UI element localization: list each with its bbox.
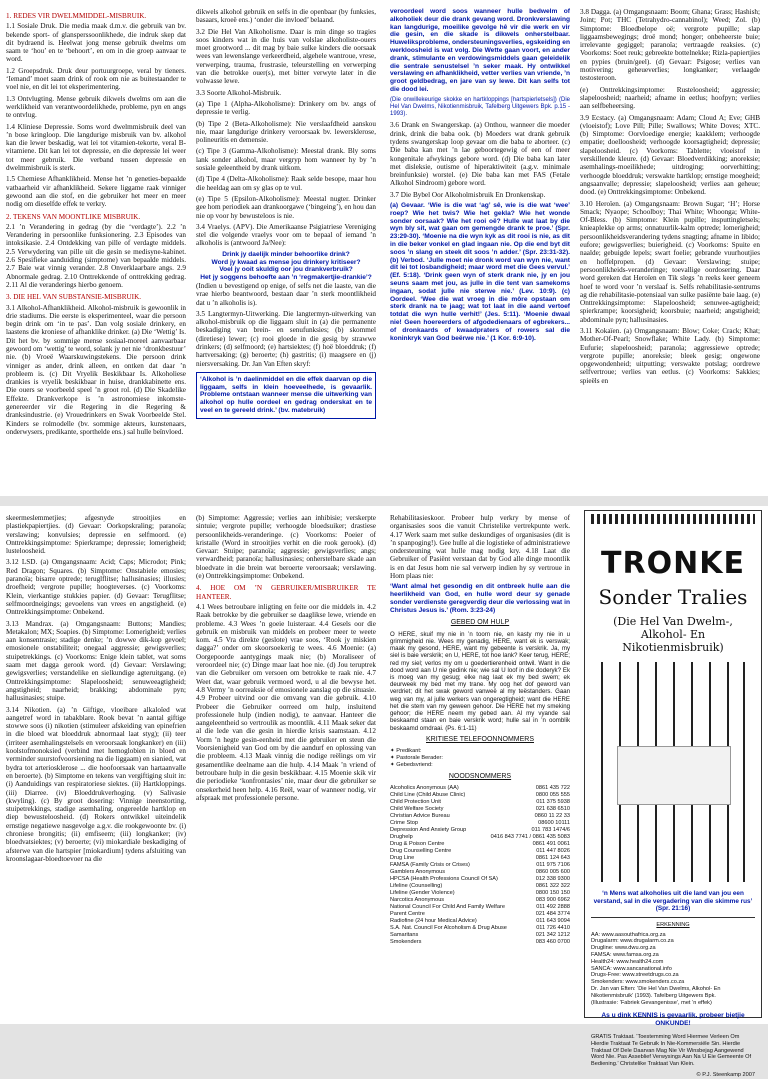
phone-row: [390, 911, 570, 918]
cover-subtitle: Sonder Tralies: [598, 585, 748, 609]
phone-label: FAMSA (Family Crisis or Crises): [390, 862, 470, 869]
phone-label: Christian Advice Bureau: [390, 813, 450, 820]
phone-label: Lifeline (Counselling): [390, 883, 443, 890]
phone-number: 011 726 4410: [536, 925, 570, 932]
section-heading: 1. REDES VIR DWELMMIDDEL-MISBRUIK.: [6, 12, 147, 20]
body-paragraph: 3.10 Heroïen. (a) Omgangsnaam: Brown Sugar; ‘H’; Horse Smack; Nyaope; Schoolboy; Thai White; Whoonga; White-Of-Bless. (b) Simptome: Klein pupille; insputtingletsels; knieaplekke op arms; onnatuurlik-kalm optrede; lomerigheid; persoonlikheidsverandering tydens snagting; afname in libido; eufore; gewigsverlies; buierigheid. (c) Voorkoms: Spuite en naalde; gebuigde lepels; swart foelie; gebrande vuurhoutjies en hoffelpropen. (d) Gevaar: Verslawing; stuipe; persoonlikheids-veranderinge; toevallige oordosering. Daar word gereken dat Heroïen en Tik slegs ’n reeks keer geneem hoef te word voor ’n verslaaf is. Selfs rehabilitasie-sentrums ag die rehabilitasie-potensiaal van sulke pasiënte baie laag. (e) Onttrekkingsimptome: Slapeloosheid; senuwee-agtigheid; spierkrampe; koorsigheid; koorsbuie; naarheid; angstigheid; abdominale pyn; hallusinasies.: [580, 199, 760, 324]
phone-label: Crime Stop: [390, 820, 418, 827]
phone-row: [390, 755, 570, 762]
scripture-quote: veroordeel word soos wanneer hulle bedwelm of alkoholiek deur die drank gevang word. Dronkverslawing kan langdurige, moeilike gevolge hê vir die werk en vir die gesin, en die skade is dikwels onherstelbaar. Huweliksprobleme, ondersteuningsverlies, egskeiding en werkloosheid is wat volg. Die Wette gaan voort, en ander drank, stimulante en verdowingsmiddels gaan geleidelik die sentrale senustelsel ’n seker maak. Hy ontwikkel verslawing en afhanklikheid, vetter verlies van vriende, ’n groot geldbedrag, en jare van sy lewe. Dit kan selfs tot die dood lei.: [390, 8, 570, 93]
phone-row: [390, 876, 570, 883]
erkenning-title: ERKENNING: [656, 921, 690, 928]
phone-label: Drug Line: [390, 855, 415, 862]
phone-row: [390, 799, 570, 806]
questionnaire-list: [196, 251, 376, 282]
source-note: (Die onwillekeurige skokke en hartkloppings [hartspierletsels]) (Die Hel Van Dwelms, Nikotienmisbruik, Tafelberg Uitgewers Bpk. p.15 - 1993).: [390, 96, 570, 118]
phone-row: [390, 862, 570, 869]
section-heading: 2. TEKENS VAN MOONTLIKE MISBRUIK.: [6, 212, 141, 221]
phone-number: 011 783 1474/6: [531, 827, 570, 834]
phone-number: 011 492 2888: [536, 904, 570, 911]
phone-row: [390, 827, 570, 834]
body-paragraph: 1.2 Groepsdruk. Druk deur portuurgroepe, veral by tieners. ‘Iemand’ moet saam drink of rook om nie as buitestaander te voel nie, en dit lei tot eksperimentering.: [6, 66, 186, 92]
panel-2-column-left: [390, 8, 570, 490]
prison-plate: [617, 746, 731, 805]
body-paragraph: 3.6 Drank en Swangerskap. (a) Onthou, wanneer die moeder drink, drink die baba ook. (b) Moeders wat drank gebruik tydens swangerskap loop gevaar om die baba te aborteer. (c) Die baba kan met ’n lae geboortegewig of een of meer kongenitale afwykings gebore word. (d) Die baba kan later met disleksie, outisme of hiperaktiwiteit (a.g.v. minimale breinfunksie) worstel. (e) Die baba kan met FAS (Fetale Alkohol Sindroom) gebore word.: [390, 121, 570, 188]
body-paragraph: 3.11 Kokaïen. (a) Omgangsnaam: Blow; Coke; Crack; Khat; Mother-Of-Pearl; Snowflake; White Lady. (b) Simptome: Eufurie; slapeloosheid; paranoïa; aggressiewe optrede; vergrote pupille; anoreksie; bleek gesig; ongewone opgewondenheid; uitputting; verswakte potslag; oordrewe selfvertroue; verlies van eetlus. (c) Voorkoms: Sakkies; spieëls en: [580, 326, 760, 385]
phone-row: [390, 762, 570, 769]
phone-row: [390, 748, 570, 755]
phone-row: [390, 841, 570, 848]
phone-label: Child Line (Child Abuse Clinic): [390, 792, 466, 799]
scripture-quote: (a) Gevaar. ‘Wie is die wat ‘ag’ sê, wie is die wat ‘wee’ roep? Wie het twis? Wie het gekla? Wie het wonde sonder oorsaak? Wie het rooi oë? Hulle wat laat by die wyn bly sit, wat gaan om gemengde drank te proe.’ (Spr. 23:29-30). ‘Moenie na die wyn kyk as dit rooi is nie, as dit in die beker vonkel en glad ingaan nie. Op die end byt dit soos ’n slang en steek dit soos ’n adder.’ (Spr. 23:31-32). (b) Verbod. ‘Julle moet nie dronk word van wyn nie, want dit lei tot losbandigheid; maar word met die Gees vervul.’ (Ef. 5:18). ‘Drink geen wyn of sterk drank nie, jy en jou seuns saam met jou, as julle in die tent van samekoms ingaan, sodat julle nie sterwe nie.’ (Lev. 10:9). (c) Oordeel. ‘Wee die wat vroeg in die môre opstaan om sterk drank na te jaag; wat tot laat in die aand vertoef totdat die wyn hulle verhit!’ (Jes. 5:11). ‘Moenie dwaal nie! Geen hoereerders of afgodedienaars of egbrekers... of dronkaards of kwaadpraters of rowers sal die koninkryk van God beërwe nie.’ (1 Kor. 6:9-10).: [390, 202, 570, 342]
body-paragraph: (b) Simptome: Aggressie; verlies aan inhibisie; verskerpte sintuie; vergrote pupille; verhoogde bloedsuiker; drastiese persoonlikheids-veranderinge. (c) Voorkoms: Poeier of kristalle (Word in strooitjies verhit en die rook gerook). (d) Gevaar: Stuipe; paranoïa; aggressie; gewigsverlies; angs; verwardheid; paranoïa; hallusinasies; onherstelbare skade aan bloedvate in die brein wat beroerte veroorsaak; verslawing. (e) Onttrekkingsimptome: Onbekend.: [196, 514, 376, 581]
phone-number: 0800 055 555: [535, 792, 570, 799]
phone-row: [390, 883, 570, 890]
panel-4-column-left: [390, 514, 570, 1018]
tract-cover: [584, 510, 762, 1078]
quote-box: ‘Alkohol is ’n daelinmiddel en die effek daarvan op die liggaam, selfs in klein hoeveelhede, is gevaarlik. Probleme ontstaan wanneer mense die uitwerking van alkohol op hulle oordeel en gedrag onderskat en te veel en te gereeld drink.’ (bv. matebruik): [196, 372, 376, 419]
phone-label: Alcoholics Anonymous (AA): [390, 785, 459, 792]
questionnaire-item: Drink jy daelijk minder behoorlike drink?: [222, 250, 350, 258]
body-paragraph: 4.1 Wees betroubare inligting en feite oor die middels in. 4.2 Raak betrokke by die gebruiker se daaglikse lewe, vriende en probleme. 4.3 Wees ’n goeie luisteraar. 4.4 Gesels oor die gebruik en misbruik van middels en probeer meer te weete kom. 4.5 Vra direkte (geslote) vrae soos, ‘Rook jy miskien dagga?’ onder om skoorsoekerig te wees. 4.6 Moenie: (a) Oorgepoorde aantygings maak nie; (b) Moraliseer of veroordeel nie; (c) Dinge maar laat hoe nie. (d) Jou teruptrek van die Gebruiker om versoen om betrokke te raak nie. 4.7 Weet dat, waar gebruik vermoed word, u al die bewyse het. 4.8 Vermy ’n oorreaksie of emosionele aanslag op die situasie. 4.9 Probeer uitvind oor die omvang van die gebruik. 4.10 Probeer die Gebruiker oorreed om hulp, insluitend professionele hulp (indien nodig), te aanvaar. Hanteer die aangeleentheid so vertroulik as moontlik. 4.11 Maak seker dat al die lede van die gesin in hierdie krisis saamstaan. 4.12 Vorm ’n hegte gesin-eenheid met die gebruiker en steun die Voorsienigheid van God om by die aandurf en oplossing van die probleem. 4.13 Maak vinnig die nodige reëlings om vir gesamentlike deelname aan die hulp. 4.14 Maak ’n vriend of betroubare hulp in die gesin beskikbaar. 4.15 Moenie skik vir die periodieke ‘konfrontasies’ nie, maar deur die gebruiker se onsekerheid heen help. 4.16 Reël, waar of wanneer nodig, vir afspraak met professionele persone.: [196, 602, 376, 802]
body-paragraph: (Indien u bevestigend op enige, of selfs net die laaste, van die vrae hierbo beantwoord, bestaan daar ’n sterk moontlikheid dat u ’n alkoholis is).: [196, 281, 376, 307]
body-paragraph: 1.1 Sosiale Druk. Die media maak d.m.v. die gebruik van bv. bekende sport- of glansperssoonlikhede, die indruk skep dat dit bydraend is. Heelwat jong mense gebruik dwelms om saam te ‘hou’ en te ‘behoort’, en om in die groep aanvaar te word.: [6, 22, 186, 64]
phone-number: 021 484 3774: [535, 911, 570, 918]
phone-label: ✦ Pastorale Berader:: [390, 755, 443, 761]
phone-number: 0860 11 22 33: [534, 813, 570, 820]
phone-label: National Council For Child And Family Welfare: [390, 904, 505, 911]
phone-row: [390, 785, 570, 792]
sub-heading: KRITIESE TELEFOONNOMMERS: [426, 735, 534, 743]
cover-verse: ‘n Mens wat alkoholies uit die land van jou een verstand, sal in die vergadering van die skimme rus’ (Spr. 21:16): [593, 890, 753, 913]
phone-number: 08600 10111: [538, 820, 570, 827]
phone-number: 011 447 8026: [536, 848, 570, 855]
phone-number: 0800 150 150: [535, 890, 570, 897]
cover-sub-subtitle: (Die Hel Van Dwelm-, Alkohol- En Nikotienmisbruik): [613, 615, 733, 654]
body-paragraph: (a) Tipe 1 (Alpha-Alkoholisme): Drinkery om bv. angs of depressie te verlig.: [196, 99, 376, 117]
phone-number: 0861 124 643: [535, 855, 570, 862]
scripture-quote: ‘Want almal het gesondig en dit ontbreek hulle aan die heerlikheid van God, en hulle word deur sy genade sonder verdienste geregverdig deur die verlossing wat in Christus Jesus is.’ (Rom. 3:23-24): [390, 583, 570, 614]
body-paragraph: 2.1 ’n Verandering in gedrag (by die ‘verdagte’). 2.2 ’n Verandering in persoonlike funksionering. 2.3 Episodes van intoksikasie. 2.4 Ontdekking van pille of verdagte middels. 2.5 Verwydering van pille uit die gesin se medisyne-kabinet. 2.6 Spesifieke aanduiding (simptome) van bepaalde middels. 2.7 Baie wat vinnig verander. 2.8 Onverklaarbare angs. 2.9 Abnormale gedrag. 2.10 Onttrekkende of onttrekking gedrag. 2.11 Al die veranderings hierbo genoem.: [6, 222, 186, 289]
phone-row: [390, 869, 570, 876]
phone-number: 0416 843 7741 / 0861 435 5083: [490, 834, 570, 841]
phone-row: [390, 813, 570, 820]
phone-label: Drug & Poison Centre: [390, 841, 445, 848]
panel-3-column-left: [6, 514, 186, 1018]
erkenning-text: AA: www.aasouthafrica.org.za Drugalarm: www.drugalarm.co.za Drugline: www.dwu.org.za FAMSA: www.famsa.org.za Health24: www.health24.com SANCA: www.sancanational.info Drugs-Free: www.streetdrugs.co.za Smokenders: www.smokenders.co.za Dr. Jan van Eften: ‘Die Hel Van Dwelms, Alkohol- En Nikotienmisbruik’ (1993). Tafelberg Uitgewers Bpk. (Illustrasie: ‘Fabriek Gevangenisse’, met ‘n effek): [591, 931, 721, 1006]
body-paragraph: 3.13 Mandrax. (a) Omgangsnaam: Buttons; Mandies; Metakalon; MX; Soapies. (b) Simptome: Lomerigheid; verlies aan konsentrasie; stadige denke; ’n dowwe dik-kop gevoel; emosionele onstabiliteit; onegaal aggressie; gewigsverlies; stuipetrekkings. (c) Voorkoms: Enige klein tablet, wat soms saam met dagga gerook word. (d) Gevaar: Verslawing; gewigsverlies; verstandelike en sielkundige agteruitgang. (e) Onttrekkingsimptome: Slapeloosheid; senuweeagtigheid; angstigheid; naarheid; brakking; abdominale pyn; hallusinasies; stuipe.: [6, 619, 186, 703]
body-paragraph: 3.1 Alkohol-Afhanklikheid. Alkohol-misbruik is gewoonlik in drie stadiums. Die eerste is eksperimenteel, waar die persoon begin drink om ‘in te pas’. Dan volg sosiale drinkery, en laastens die kroniese of afhanklike drinker. (a) Die ‘Wettig’ Is. Dit het bv. by sommige mense sosiaal-moreel aanvaarbaar gewoord om ‘wettig’ te word, solank jy net nie ‘dronkbestuur’ nie. (b) Vroeë Waarskuwingstekens. Die persoon drink vinniger as ander, drink alleen, en ontken dat daar ’n probleem is. (c) Dit Vryelik Beskikbaar Is. Alkoholiese drankies is vryelik beskikbaar in huise, drankkabinette ens. Die ouers se voorbeeld speel ’n groot rol. (d) Die Skadelike Effekte. Drankverkope is ’n astronomiese inkomste-genereerder vir die Regering in die Regering & dranksindustrie. (e) Vrouedrinkers en Swak Voorbeelde Stel. Kinders se rolmodelle (bv. sommige akteurs, kunstenaars, onderwysers, predikante, sporthelde ens.) sal hulle beïnvloed.: [6, 303, 186, 436]
knowledge-note: As u dink KENNIS is gevaarlik, probeer bietjie ONKUNDE!: [601, 1012, 745, 1028]
phone-list: [390, 748, 570, 769]
cover-title: TRONKE: [601, 546, 745, 581]
prayer-text: O HERE, skuif my nie in ’n toorn nie, en kasty my nie in u grimmigheid nie. Wees my genadig, HERE, want ek is verswak; maak my gesond, HERE, want my gebeente is verskrik. Ja, my siel is baie verskrik; en U, HERE, tot hoe lank? Keer terug, HERE; red my siel; verlos my om u goedertierenheid ontwil. Want in die dood word aan U nie gedink nie; wie sal U loof in die doderyk? Ek is moeg van my gesug; elke nag laat ek my bed swem; ek deurweek my bed met my trane. My oog het dof geword van verdriet; dit het swak geword vanweë al my teëstanders. Gaan weg van my, al julle werkers van ongeregtigheid; want die HERE het die stem van my geween gehoor. Die HERE het my smeking gehoor; die HERE neem my gebed aan. Al my vyande sal beskaamd staan en baie verskrik word; hulle sal in ’n oomblik beskaamd omdraai. (Ps. 6:1-11): [390, 630, 570, 732]
body-paragraph: 3.7 Die Bybel Oor Alkoholmisbruik En Dronkenskap.: [390, 190, 546, 199]
sub-heading: GEBED OM HULP: [450, 618, 510, 626]
phone-row: [390, 855, 570, 862]
body-paragraph: Rehabilitasieskoor. Probeer hulp verkry by mense of organisasies soos die vanuit Christelike vertrekpunte werk. 4.17 Werk saam met sulke deskundiges of organisasies (dit is ’n spanpoging!). Gee hulle al die logistieke of administratiewe ondersteuning wat hulle mag nodig kry. 4.18 Laat die Gebruiker of Pasiënt verstaan dat by God alle dinge moontlik is en dat Jesus hom nie sal verwerp indien hy sy vertroue in Hom plaas nie:: [390, 514, 570, 581]
sub-heading: NOODSNOMMERS: [448, 773, 512, 780]
questionnaire-item: Het jy soggens behoefte aan ’n ‘regmakertjie-drankie’?: [200, 274, 372, 282]
phone-label: Parent Centre: [390, 911, 425, 918]
phone-row: [390, 792, 570, 799]
body-paragraph: 3.14 Nikotien. (a) ’n Giftige, vloeibare alkaloïed wat aangetref word in tabakblare. Rook bevat ’n aantal giftige stowwe soos (i) nikotien (stimuleer afskeiding van epinefrien in die bloed wat bloeddruk abnormaal laat styg); (ii) teer (irriteer asemhalingstelsels en veroorsaak longkanker) en (iii) koolstofmonoksied (verbind met hemoglobien in bloed en verminder suurstofvoorsiening na die liggaam) en sianied, wat bydra tot arteriosklerose ... die hoofoorsaak van hartaanvalle en beroerte). (b) Simptome en tekens van vergiftiging sluit in: (i) Aanduidings van respiratoriese siektes. (ii) Hartkloppings. (iii) Diarree. (iv) Bloeddrukverhoging. (v) Salivasie (kwyling). (c) By groot dosering: Vinnige ineenstorting, stuipetrekkings, stadige asemhaling, ongereelde hartklop en diep bewusteloosheid. (d) Rokers ontwikkel uiteindelik ernstige negatiewe nasgevolge a.g.v. die rookgewoonte bv. (i) chroniese brongitis; (ii) emfiseem; (iii) longkanker; (iv) bloedvatsiektes; (v) beroerte; (vi) miokardiale beskadiging of afsterwe van die hartspier [miokardium] tydens afsluiting van kroonslagaar-bloedtoevoer na die: [6, 705, 186, 863]
panel-1-column-left: [6, 8, 186, 490]
body-paragraph: 3.9 Ecstacy. (a) Omgangsnaam: Adam; Cloud A; Eve; GHB (vloeistof); Love Pill; Pille; Swallows; White Doves; XTC. (b) Simptome: Oorvloedige energie; kaakklem; verhoogde empatie; doelloosheid; verhoogde koorsagtigheid; depressie; slapeloosheid. (c) Voorkoms: Tablette; vloeistof in verskillende kleure. (d) Gevaar: Bloedverdikking; anoreksie; asemhalings-moeilikhede; uitdroging; oorverhitting; verhoogde bloeddruk; verswakte hartklop; ernstige moegheid; angsaanvalle; depressie; slapeloosheid; verlies aan geheue; dood. (e) Onttrekkingsimptome: Onbekend.: [580, 113, 760, 197]
phone-label: S.A. Nat. Council For Alcoholism & Drug Abuse: [390, 925, 507, 932]
phone-number: 0861 491 0061: [532, 841, 570, 848]
gratis-notice: GRATIS Traktaat. ‘Toestemming Word Hiermee Verleen Om Hierdie Traktaat Te Gebruik In Nie-Kommersiële Sin. Hierdie Traktaat Of Dele Daarvan Mag Nie Vir Winsbejag Aangewend Word Nie. Pas Asseblief Verwysings Aan Na U Eie Gemeente Of Bediening.’ Christelike Traktaat Van Klein.: [591, 1033, 752, 1068]
body-paragraph: 3.2 Die Hel Van Alkoholisme. Daar is min dinge so tragies soos kinders wat in die huis van volslae alkoholiste-ouers moet grootword ... dit mag by baie sulke kinders die oorsaak wees van lewenslange verkeerdheid, algehele wantroue, vrese, verwerping, trauma, frustrasie, teleurstelling en verwerping van die betrokke ouer(s), met bitter verwyte later in die volwasse lewe.: [196, 27, 376, 86]
phone-list: [390, 785, 570, 946]
phone-label: Child Welfare Society: [390, 806, 444, 813]
panel-3-column-right: [196, 514, 376, 1018]
phone-number: 011 643 9094: [536, 918, 570, 925]
body-paragraph: (b) Tipe 2 (Beta-Alkoholisme): Nie verslaafdheid aanskou nie, maar langdurige drinkery veroorsaak bv. lewersklerose, polineuritis en demensie.: [196, 119, 376, 145]
phone-label: Gamblers Anonymous: [390, 869, 446, 876]
body-paragraph: 3.3 Soorte Alkohol-Misbruik.: [196, 88, 282, 97]
phone-label: Samaritans: [390, 932, 419, 939]
body-paragraph: 3.5 Langtermyn-Uitwerking. Die langtermyn-uitwerking van alkohol-misbruik op die liggaam sluit in (a) die permanente beskadiging van brein- en senufunksies; (b) skommel (diretiese) lewer; (c) rooi gloede in die gesig by strawwe drinkers; (d) selfmoord; (e) hartsiektes; (f) hoë bloeddruk; (f) hartversaking; (g) beroerte; (h) gastritis; (i) maagsere en (j) niersversaking. Dr. Jan Van Eften skryf:: [196, 309, 376, 368]
phone-number: 0860 005 600: [535, 869, 570, 876]
page-panel-2: [384, 0, 768, 496]
phone-row: [390, 848, 570, 855]
phone-row: [390, 897, 570, 904]
phone-label: Depression And Anxiety Group: [390, 827, 467, 834]
body-paragraph: 3.8 Dagga. (a) Omgangsnaam: Boom; Ghana; Grass; Hashish; Joint; Pot; THC (Tetrahydro-cannabinol); Weed; Zol. (b) Simptome: Bloedbelope oë; vergrote pupille; slap liggaamsbewegings; droë mond; honger; onbeheerste buie; irrelevante gegiggel; paranoïa; vertraagde reaksies. (c) Voorkoms: Soet reuk; gebreekte bottelnekke; Rizla-papiertjies en pypies (bruin/geel). (d) Gevaar: Psigose; verlies van motivering; geheueverlies; longkanker; verlaagde testosteroon.: [580, 8, 760, 83]
phone-label: Radiofine (24 hour Medical Advice): [390, 918, 477, 925]
body-paragraph: 3.12 LSD. (a) Omgangsnaam: Acid; Caps; Microdot; Pink; Red Dragon; Squares. (b) Simptome: Onstabiele emosies; paranoïa; bisarre optrede; teruglflitse; hallusinasies; illusies; droefheid; vergrote pupille; hoogteverses. (c) Voorkoms: Klein, vierkantige stukkies papier. (d) Gevaar: Terugflitse; selfmoordneigings; gevoelens van vrees en angstigheid. (e) Onttrekkingsimptome: Onbekend.: [6, 558, 186, 617]
prison-bars-illustration: [601, 662, 745, 882]
body-paragraph: (e) Onttrekkingsimptome: Rusteloosheid; aggressie; slapeloosheid; naarheid; afname in eetlus; hoofpyn; verlies aan selfbeheersing.: [580, 85, 760, 111]
phone-number: 083 900 6962: [535, 897, 570, 904]
phone-number: 083 460 0700: [535, 939, 570, 946]
phone-label: Lifeline (Gender Violence): [390, 890, 455, 897]
section-heading: 3. DIE HEL VAN SUBSTANSIE-MISBRUIK.: [6, 293, 142, 302]
phone-row: [390, 939, 570, 946]
phone-number: 0861 435 722: [535, 785, 570, 792]
phone-number: 011 975 7106: [536, 862, 570, 869]
phone-number: 011 375 5938: [536, 799, 570, 806]
body-paragraph: 1.4 Kliniese Depressie. Soms word dwelmmisbruik deel van ’n bose kringloop. Die langdurige misbruik van bv. alkohol kan die lewer beskadig, wat lei tot vitamien-tekorte, veral B-vitamiene. Dit kan lei tot depressie, en die depressie lei weer tot meer gebruik. Die verband tussen depressie en dwelmmisbruik is sterk.: [6, 122, 186, 173]
phone-label: ✦ Predikant:: [390, 748, 422, 754]
phone-row: [390, 932, 570, 939]
panel-1-column-right: [196, 8, 376, 490]
phone-row: [390, 820, 570, 827]
phone-number: 012 338 9300: [535, 876, 570, 883]
phone-label: Drug Counselling Centre: [390, 848, 452, 855]
phone-label: HPCSA (Health Professions Council Of SA): [390, 876, 498, 883]
page-panel-3: [0, 506, 384, 1024]
body-paragraph: (d) Tipe 4 (Delta-Alkoholisme): Raak selde besope, maar hou die heeldag aan om sy glas op te vul.: [196, 175, 376, 192]
phone-label: Child Protection Unit: [390, 799, 441, 806]
body-paragraph: 1.5 Chemiese Afhanklikheid. Mense het ’n geneties-bepaalde vatbaarheid vir afhanklikheid. Sekere liggame raak vinniger gewoond aan die stof, en die gebruiker het meer en meer nodig om dieselfde effek te verkry.: [6, 175, 186, 209]
page-panel-1: [0, 0, 384, 496]
phone-row: [390, 834, 570, 841]
body-paragraph: (c) Tipe 3 (Gamma-Alkoholisme): Meestal drank. Bly soms lank sonder alkohol, maar vergryp hom wanneer hy by ’n sosiale geleentheid by drank uitkom.: [196, 147, 376, 173]
phone-row: [390, 890, 570, 897]
copyright: © P.J. Steenkamp 2007: [696, 1071, 755, 1078]
phone-label: Narcotics Anonymous: [390, 897, 445, 904]
phone-number: 0861 322 322: [535, 883, 570, 890]
questionnaire-item: Word jy kwaad as mense jou drinkery kritiseer?: [211, 258, 361, 266]
phone-label: Drughelp: [390, 834, 413, 841]
phone-number: 021 638 6510: [535, 806, 570, 813]
cover-divider: [591, 917, 755, 918]
phone-row: [390, 806, 570, 813]
body-paragraph: skeermeslemmetjies; afgesnyde strooitjies en plastiekpapiertjies. (d) Gevaar: Oorkopskraling; paranoïa; verslawing; konvulsies; depressie en selfmoord. (e) Onttrekkingsimptome: Spierkrampe; depressie; lomerigheid; lusteloosheid.: [6, 514, 186, 556]
panel-2-column-right: [580, 8, 760, 490]
phone-row: [390, 904, 570, 911]
section-heading: 4. HOE OM ’N GEBRUIKER/MISBRUIKER TE HANTEER.: [196, 584, 376, 601]
body-paragraph: (e) Tipe 5 (Epsilon-Alkoholisme): Meestal nugter. Drinker gee hom periodiek aan drankoorgawe (‘bingeing’), en hou dan nie op voor hy bewusteloos is nie.: [196, 194, 376, 220]
phone-number: 021 342 1212: [535, 932, 570, 939]
body-paragraph: 1.3 Ontvlugting. Mense gebruik dikwels dwelms om aan die werklikheid van verantwoordelikhede, probleme, pyn en angs te ontvlug.: [6, 94, 186, 120]
questionnaire-item: Voel jy ooit skuldig oor jou drankverbruik?: [219, 266, 353, 274]
page-panel-4: [384, 506, 768, 1078]
body-paragraph: 3.4 Vraelys. (APV). Die Amerikaanse Psigiatriese Vereniging stel die volgende vraelys voor om te bepaal of iemand ’n alkoholis is (antwoord Ja/Nee):: [196, 222, 376, 248]
phone-label: Smokenders: [390, 939, 422, 946]
cover-banner: [591, 514, 755, 524]
phone-row: [390, 918, 570, 925]
phone-row: [390, 925, 570, 932]
phone-label: ✦ Gebedsvriend:: [390, 762, 433, 768]
body-paragraph: dikwels alkohol gebruik en selfs in die openbaar (by funksies, basaars, kroeë ens.) ‘onder die invloed’ belaand.: [196, 8, 376, 25]
